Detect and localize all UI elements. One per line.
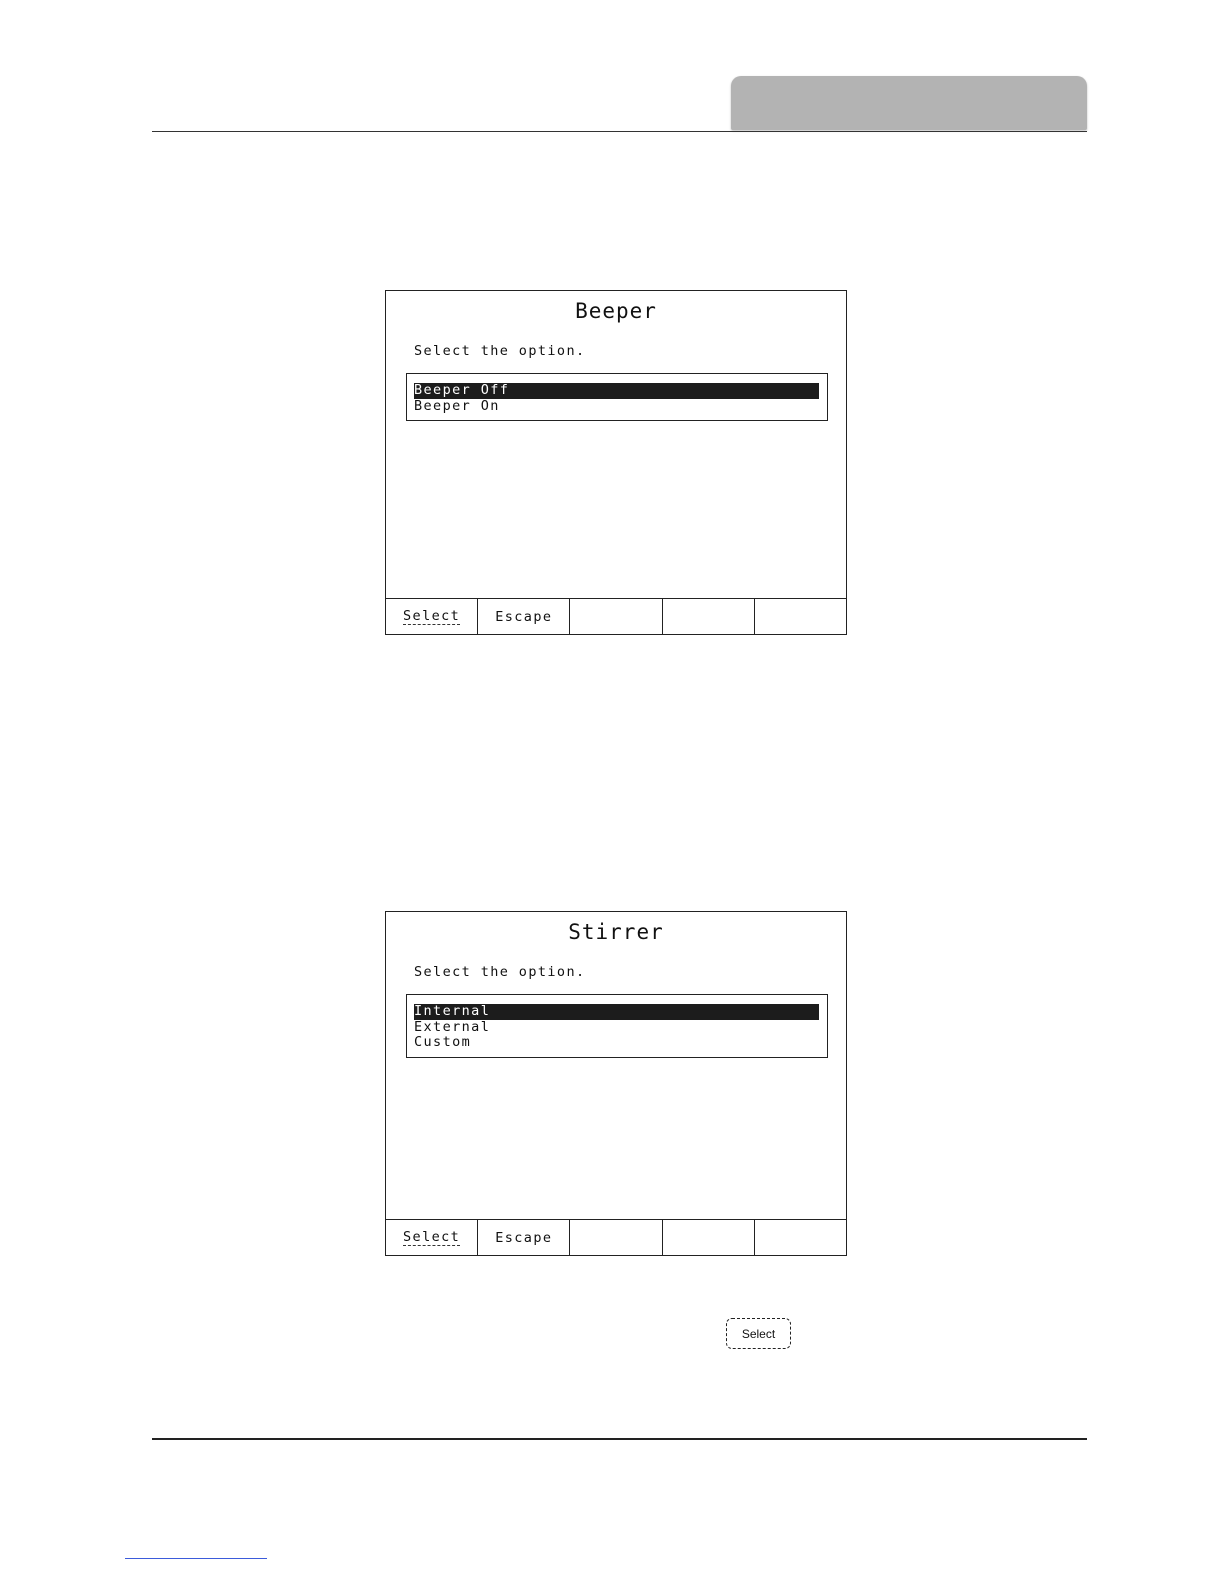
select-key-icon: Select — [726, 1318, 791, 1349]
select-softkey[interactable] — [386, 599, 478, 634]
softkey-5[interactable] — [755, 599, 846, 634]
screen-prompt: Select the option. — [414, 964, 586, 980]
softkey-3[interactable] — [570, 599, 662, 634]
option-beeper-on[interactable]: Beeper On — [414, 397, 500, 414]
select-softkey[interactable] — [386, 1220, 478, 1255]
footer-rule — [152, 1438, 1087, 1440]
softkey-3[interactable] — [570, 1220, 662, 1255]
stirrer-screen — [385, 911, 847, 1256]
screen-title: Beeper — [575, 299, 657, 323]
header-rule — [152, 131, 1087, 132]
option-beeper-off[interactable]: Beeper Off — [414, 383, 819, 399]
escape-softkey[interactable] — [478, 599, 570, 634]
select-softkey-label: Select — [403, 607, 461, 624]
escape-softkey-label: Escape — [495, 608, 553, 625]
beeper-screen — [385, 290, 847, 635]
footer-link-underline — [125, 1558, 267, 1559]
screen-title: Stirrer — [568, 920, 664, 944]
header-tab — [731, 76, 1087, 130]
escape-softkey-label: Escape — [495, 1229, 553, 1246]
option-list — [406, 373, 828, 421]
softkey-bar — [386, 598, 846, 634]
option-internal[interactable]: Internal — [414, 1004, 819, 1020]
option-custom[interactable]: Custom — [414, 1034, 472, 1050]
softkey-4[interactable] — [663, 1220, 755, 1255]
escape-softkey[interactable] — [478, 1220, 570, 1255]
select-softkey-label: Select — [403, 1228, 461, 1245]
option-list — [406, 994, 828, 1058]
softkey-4[interactable] — [663, 599, 755, 634]
screen-prompt: Select the option. — [414, 343, 586, 359]
softkey-5[interactable] — [755, 1220, 846, 1255]
option-external[interactable]: External — [414, 1018, 491, 1035]
softkey-bar — [386, 1219, 846, 1255]
